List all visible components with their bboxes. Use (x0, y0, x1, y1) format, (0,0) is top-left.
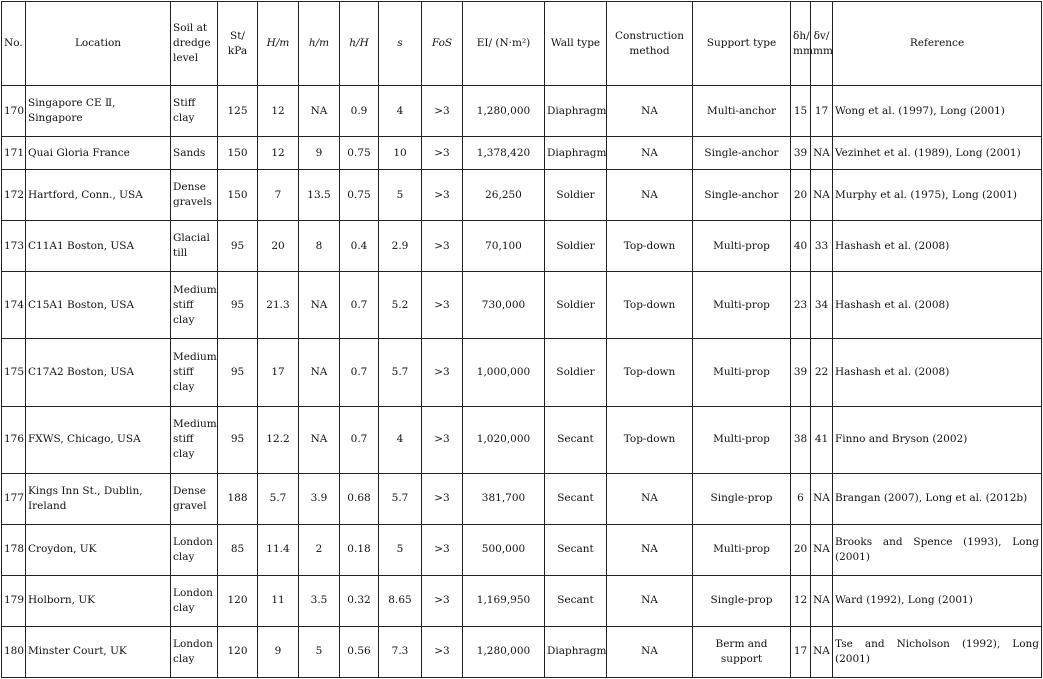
cell-dh: 20 (791, 524, 811, 575)
cell-support: Single-anchor (693, 137, 791, 170)
header-support: Support type (693, 2, 791, 86)
cell-no: 173 (2, 221, 26, 272)
cell-support: Single-prop (693, 575, 791, 626)
cell-wall: Soldier (545, 170, 607, 221)
cell-location: C17A2 Boston, USA (26, 339, 171, 406)
cell-ei: 1,000,000 (463, 339, 545, 406)
cell-dh: 38 (791, 406, 811, 473)
table-row (2, 524, 1042, 575)
cell-no: 170 (2, 86, 26, 137)
header-h: h/m (299, 2, 340, 86)
cell-support: Multi-prop (693, 524, 791, 575)
cell-H: 12 (258, 137, 299, 170)
cell-s: 4 (379, 406, 422, 473)
cell-dv: NA (811, 137, 833, 170)
header-reference: Reference (833, 2, 1042, 86)
cell-fos: >3 (422, 339, 463, 406)
cell-support: Multi-prop (693, 221, 791, 272)
cell-reference: Brooks and Spence (1993), Long (2001) (833, 524, 1042, 575)
cell-h: NA (299, 86, 340, 137)
cell-reference: Finno and Bryson (2002) (833, 406, 1042, 473)
cell-construction: NA (607, 626, 693, 677)
cell-location: Quai Gloria France (26, 137, 171, 170)
cell-soil: Sands (171, 137, 218, 170)
table-body (2, 86, 1042, 678)
table-row (2, 626, 1042, 677)
cell-h: NA (299, 272, 340, 339)
cell-H: 11 (258, 575, 299, 626)
cell-H: 9 (258, 626, 299, 677)
cell-h: 2 (299, 524, 340, 575)
table-row (2, 170, 1042, 221)
cell-dv: NA (811, 170, 833, 221)
cell-s: 5.7 (379, 473, 422, 524)
cell-support: Multi-prop (693, 339, 791, 406)
cell-hH: 0.68 (340, 473, 379, 524)
cell-H: 21.3 (258, 272, 299, 339)
cell-no: 172 (2, 170, 26, 221)
cell-h: 13.5 (299, 170, 340, 221)
cell-s: 4 (379, 86, 422, 137)
cell-h: NA (299, 406, 340, 473)
cell-construction: Top-down (607, 339, 693, 406)
table-row (2, 406, 1042, 473)
cell-soil: London clay (171, 626, 218, 677)
cell-soil: Dense gravels (171, 170, 218, 221)
cell-no: 179 (2, 575, 26, 626)
cell-st: 95 (218, 406, 258, 473)
cell-wall: Secant (545, 524, 607, 575)
cell-support: Single-anchor (693, 170, 791, 221)
cell-dv: NA (811, 473, 833, 524)
header-dh: δh/ mm (791, 2, 811, 86)
cell-dv: 41 (811, 406, 833, 473)
cell-soil: Medium stiff clay (171, 406, 218, 473)
cell-ei: 70,100 (463, 221, 545, 272)
cell-hH: 0.75 (340, 137, 379, 170)
cell-hH: 0.7 (340, 339, 379, 406)
cell-dh: 39 (791, 137, 811, 170)
cell-wall: Diaphragm (545, 626, 607, 677)
cell-reference: Hashash et al. (2008) (833, 221, 1042, 272)
cell-H: 5.7 (258, 473, 299, 524)
cell-wall: Secant (545, 575, 607, 626)
cell-reference: Wong et al. (1997), Long (2001) (833, 86, 1042, 137)
cell-no: 171 (2, 137, 26, 170)
cell-H: 12.2 (258, 406, 299, 473)
cell-ei: 1,169,950 (463, 575, 545, 626)
cell-h: 5 (299, 626, 340, 677)
cell-H: 20 (258, 221, 299, 272)
header-construction: Construction method (607, 2, 693, 86)
cell-location: Minster Court, UK (26, 626, 171, 677)
cell-st: 95 (218, 272, 258, 339)
cell-location: Singapore CE Ⅱ, Singapore (26, 86, 171, 137)
cell-fos: >3 (422, 221, 463, 272)
cell-soil: Glacial till (171, 221, 218, 272)
cell-dv: 34 (811, 272, 833, 339)
cell-hH: 0.7 (340, 272, 379, 339)
cell-ei: 1,378,420 (463, 137, 545, 170)
cell-no: 177 (2, 473, 26, 524)
cell-s: 2.9 (379, 221, 422, 272)
cell-dv: NA (811, 524, 833, 575)
cell-fos: >3 (422, 406, 463, 473)
cell-h: 3.5 (299, 575, 340, 626)
cell-ei: 500,000 (463, 524, 545, 575)
cell-H: 11.4 (258, 524, 299, 575)
header-soil: Soil at dredge level (171, 2, 218, 86)
cell-construction: Top-down (607, 272, 693, 339)
table-row (2, 575, 1042, 626)
cell-fos: >3 (422, 137, 463, 170)
cell-H: 12 (258, 86, 299, 137)
cell-soil: London clay (171, 575, 218, 626)
cell-dh: 39 (791, 339, 811, 406)
cell-h: 8 (299, 221, 340, 272)
header-hH: h/H (340, 2, 379, 86)
cell-dh: 20 (791, 170, 811, 221)
cell-dh: 23 (791, 272, 811, 339)
cell-wall: Diaphragm (545, 86, 607, 137)
cell-location: Kings Inn St., Dublin, Ireland (26, 473, 171, 524)
cell-construction: NA (607, 473, 693, 524)
cell-reference: Vezinhet et al. (1989), Long (2001) (833, 137, 1042, 170)
header-row (2, 2, 1042, 86)
cell-wall: Diaphragm (545, 137, 607, 170)
cell-ei: 1,280,000 (463, 86, 545, 137)
cell-no: 174 (2, 272, 26, 339)
cell-dv: 33 (811, 221, 833, 272)
cell-reference: Ward (1992), Long (2001) (833, 575, 1042, 626)
cell-dh: 12 (791, 575, 811, 626)
table-row (2, 221, 1042, 272)
cell-reference: Murphy et al. (1975), Long (2001) (833, 170, 1042, 221)
cell-soil: Dense gravel (171, 473, 218, 524)
cell-wall: Soldier (545, 221, 607, 272)
cell-hH: 0.4 (340, 221, 379, 272)
cell-location: FXWS, Chicago, USA (26, 406, 171, 473)
header-fos: FoS (422, 2, 463, 86)
cell-st: 95 (218, 339, 258, 406)
cell-no: 180 (2, 626, 26, 677)
cell-ei: 1,280,000 (463, 626, 545, 677)
cell-st: 95 (218, 221, 258, 272)
cell-soil: Medium stiff clay (171, 339, 218, 406)
table-row (2, 473, 1042, 524)
cell-s: 7.3 (379, 626, 422, 677)
cell-location: Croydon, UK (26, 524, 171, 575)
cell-support: Multi-prop (693, 406, 791, 473)
cell-ei: 381,700 (463, 473, 545, 524)
cell-wall: Soldier (545, 339, 607, 406)
cell-no: 178 (2, 524, 26, 575)
cell-hH: 0.32 (340, 575, 379, 626)
cell-dv: 17 (811, 86, 833, 137)
header-no: No. (2, 2, 26, 86)
cell-s: 5 (379, 524, 422, 575)
cell-h: 9 (299, 137, 340, 170)
cell-fos: >3 (422, 473, 463, 524)
header-ei: EI/ (N·m²) (463, 2, 545, 86)
cell-location: C11A1 Boston, USA (26, 221, 171, 272)
cell-construction: NA (607, 86, 693, 137)
cell-st: 120 (218, 626, 258, 677)
cell-ei: 730,000 (463, 272, 545, 339)
cell-hH: 0.75 (340, 170, 379, 221)
cell-soil: Stiff clay (171, 86, 218, 137)
cell-s: 10 (379, 137, 422, 170)
cell-construction: NA (607, 170, 693, 221)
cell-ei: 1,020,000 (463, 406, 545, 473)
cell-st: 125 (218, 86, 258, 137)
data-table (1, 1, 1042, 678)
cell-hH: 0.18 (340, 524, 379, 575)
cell-st: 150 (218, 137, 258, 170)
table-row (2, 86, 1042, 137)
cell-construction: NA (607, 137, 693, 170)
cell-dh: 6 (791, 473, 811, 524)
cell-hH: 0.7 (340, 406, 379, 473)
cell-H: 17 (258, 339, 299, 406)
cell-reference: Hashash et al. (2008) (833, 272, 1042, 339)
cell-H: 7 (258, 170, 299, 221)
table-row (2, 272, 1042, 339)
header-H: H/m (258, 2, 299, 86)
cell-support: Single-prop (693, 473, 791, 524)
cell-support: Multi-anchor (693, 86, 791, 137)
cell-fos: >3 (422, 575, 463, 626)
table-row (2, 339, 1042, 406)
cell-s: 5 (379, 170, 422, 221)
cell-support: Berm and support (693, 626, 791, 677)
cell-no: 176 (2, 406, 26, 473)
cell-dv: NA (811, 626, 833, 677)
cell-st: 150 (218, 170, 258, 221)
cell-reference: Hashash et al. (2008) (833, 339, 1042, 406)
header-st: St/ kPa (218, 2, 258, 86)
cell-ei: 26,250 (463, 170, 545, 221)
cell-construction: Top-down (607, 221, 693, 272)
cell-fos: >3 (422, 626, 463, 677)
cell-fos: >3 (422, 524, 463, 575)
cell-fos: >3 (422, 86, 463, 137)
cell-st: 188 (218, 473, 258, 524)
cell-st: 85 (218, 524, 258, 575)
cell-soil: Medium stiff clay (171, 272, 218, 339)
cell-st: 120 (218, 575, 258, 626)
cell-location: C15A1 Boston, USA (26, 272, 171, 339)
cell-no: 175 (2, 339, 26, 406)
cell-reference: Brangan (2007), Long et al. (2012b) (833, 473, 1042, 524)
cell-dv: 22 (811, 339, 833, 406)
cell-dv: NA (811, 575, 833, 626)
cell-location: Holborn, UK (26, 575, 171, 626)
cell-wall: Secant (545, 473, 607, 524)
cell-s: 5.7 (379, 339, 422, 406)
cell-support: Multi-prop (693, 272, 791, 339)
cell-reference: Tse and Nicholson (1992), Long (2001) (833, 626, 1042, 677)
cell-s: 8.65 (379, 575, 422, 626)
cell-h: NA (299, 339, 340, 406)
header-dv: δv/ mm (811, 2, 833, 86)
cell-dh: 17 (791, 626, 811, 677)
header-wall: Wall type (545, 2, 607, 86)
table-row (2, 137, 1042, 170)
cell-dh: 40 (791, 221, 811, 272)
cell-hH: 0.9 (340, 86, 379, 137)
cell-construction: NA (607, 524, 693, 575)
cell-s: 5.2 (379, 272, 422, 339)
header-location: Location (26, 2, 171, 86)
cell-hH: 0.56 (340, 626, 379, 677)
cell-construction: Top-down (607, 406, 693, 473)
cell-fos: >3 (422, 170, 463, 221)
cell-dh: 15 (791, 86, 811, 137)
cell-h: 3.9 (299, 473, 340, 524)
cell-wall: Secant (545, 406, 607, 473)
header-s: s (379, 2, 422, 86)
cell-soil: London clay (171, 524, 218, 575)
cell-location: Hartford, Conn., USA (26, 170, 171, 221)
cell-construction: NA (607, 575, 693, 626)
cell-wall: Soldier (545, 272, 607, 339)
cell-fos: >3 (422, 272, 463, 339)
